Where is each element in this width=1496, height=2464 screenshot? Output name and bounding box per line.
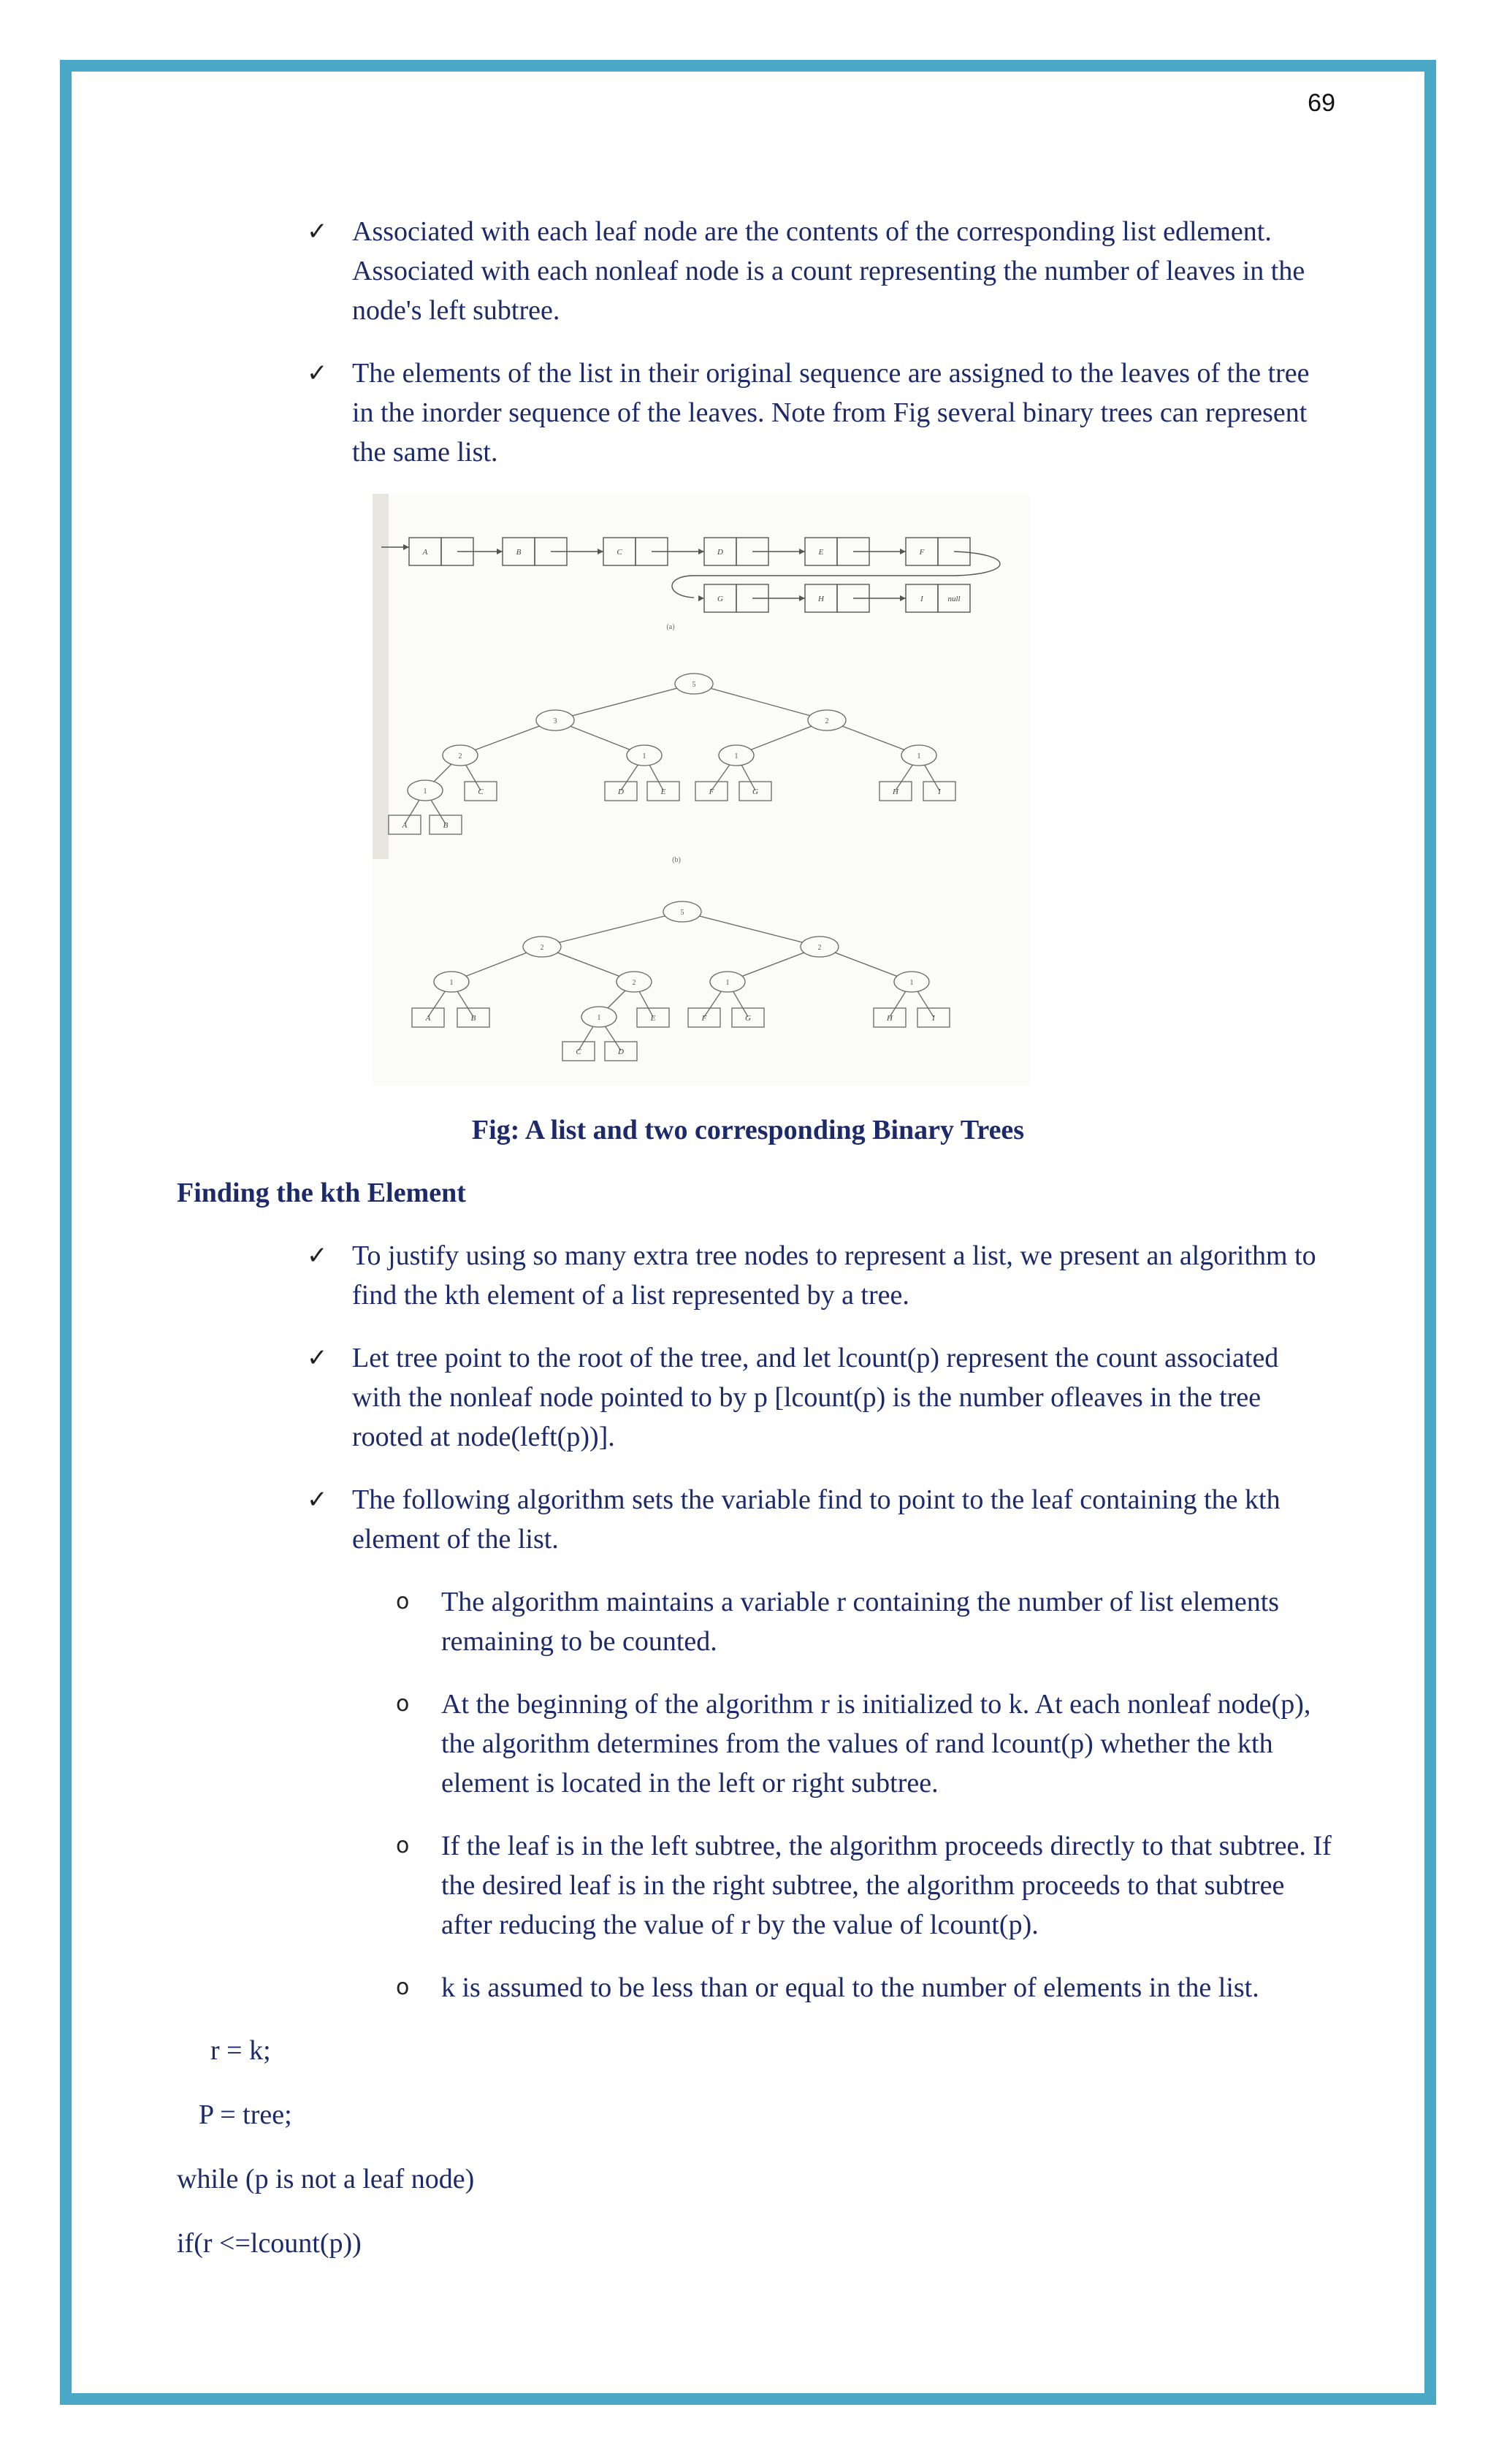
bullet-text: Associated with each leaf node are the contents of the corresponding list edlement. Associated with each nonleaf node is a count representing the number of leaves in the node's left subtree. (352, 216, 1305, 326)
tree-b-leaf: E (660, 787, 666, 796)
tree-c-leaf: A (425, 1014, 431, 1023)
tree-b-count: 1 (734, 752, 739, 760)
list-node-g: G (717, 595, 723, 603)
checkmark-icon: ✓ (307, 1241, 328, 1270)
tree-c-leaf: G (745, 1014, 751, 1023)
tree-c-leaf: F (701, 1014, 707, 1023)
sub-bullet-text: If the leaf is in the left subtree, the algorithm proceeds directly to that subtree. If the desired leaf is in the right subtree, the algorithm proceeds to that subtree after reducing the value of r by the value of lcount(p). (441, 1831, 1332, 1940)
hollow-bullet-icon: o (396, 1691, 410, 1717)
tree-b-leaf: G (752, 787, 758, 796)
bullet-text: To justify using so many extra tree nodes to represent a list, we present an algorithm to find the kth element of a list represented by a tree. (352, 1240, 1316, 1311)
code-line: r = k; (210, 2035, 271, 2066)
code-line: if(r <=lcount(p)) (177, 2228, 362, 2259)
checkmark-icon: ✓ (307, 217, 328, 246)
tree-b-count: 3 (553, 717, 557, 725)
figure-label-a: (a) (666, 623, 675, 631)
hollow-bullet-icon: o (396, 1589, 410, 1614)
list-node-a: A (422, 548, 428, 557)
tree-b-count: 2 (825, 717, 829, 725)
checkmark-icon: ✓ (307, 1485, 328, 1514)
tree-c-leaf: I (932, 1014, 935, 1023)
list-node-c: C (617, 548, 622, 557)
checkmark-icon: ✓ (307, 1343, 328, 1373)
list-node-h: H (818, 595, 824, 603)
tree-b-leaf: I (938, 787, 941, 796)
tree-c-count: 1 (909, 979, 914, 987)
tree-b-count-root: 5 (692, 681, 696, 689)
bullet-text: The elements of the list in their original sequence are assigned to the leaves of the tree in the inorder sequence of the leaves. Note from Fig several binary trees can represent the same list. (352, 358, 1310, 468)
tree-c-leaf: B (470, 1014, 476, 1023)
code-line: while (p is not a leaf node) (177, 2164, 475, 2194)
tree-b-count: 1 (917, 752, 921, 760)
hollow-bullet-icon: o (396, 1975, 410, 2000)
checkmark-icon: ✓ (307, 359, 328, 388)
code-line: P = tree; (199, 2099, 292, 2130)
sub-bullet-text: k is assumed to be less than or equal to the number of elements in the list. (441, 1972, 1259, 2003)
section-heading: Finding the kth Element (177, 1178, 466, 1208)
tree-b-leaf: F (709, 787, 714, 796)
list-node-i: I (920, 595, 923, 603)
tree-b-leaf: B (443, 821, 449, 830)
list-node-d: D (717, 548, 723, 557)
list-node-f: F (919, 548, 925, 557)
figure-drawing (373, 494, 1030, 1086)
tree-c-leaf: H (887, 1014, 893, 1023)
tree-b-leaf: D (618, 787, 624, 796)
tree-b-leaf: A (402, 821, 408, 830)
hollow-bullet-icon: o (396, 1833, 410, 1858)
bullet-text: The following algorithm sets the variable find to point to the leaf containing the kth element of the list. (352, 1484, 1281, 1555)
sub-bullet-text: The algorithm maintains a variable r containing the number of list elements remaining to be counted. (441, 1587, 1280, 1657)
tree-c-count: 2 (817, 944, 822, 952)
tree-c-leaf: D (618, 1048, 624, 1056)
sub-bullet-text: At the beginning of the algorithm r is initialized to k. At each nonleaf node(p), the algorithm determines from the values of rand lcount(p) whether the kth element is located in the left or right subtree. (441, 1689, 1311, 1799)
tree-b-count: 2 (458, 752, 462, 760)
list-node-b: B (516, 548, 522, 557)
bullet-text: Let tree point to the root of the tree, and let lcount(p) represent the count associated with the nonleaf node pointed to by p [lcount(p) is the number ofleaves in the tree rooted at node(left(p))]. (352, 1343, 1279, 1452)
tree-b-leaf: H (893, 787, 898, 796)
tree-b-count: 1 (423, 787, 427, 796)
tree-c-count: 2 (540, 944, 544, 952)
tree-b-leaf: C (478, 787, 484, 796)
tree-c-count-root: 5 (680, 909, 684, 917)
tree-c-count: 1 (597, 1014, 601, 1022)
figure-caption: Fig: A list and two corresponding Binary Trees (471, 1115, 1025, 1145)
tree-c-leaf: C (576, 1048, 581, 1056)
tree-b-count: 1 (642, 752, 646, 760)
list-null: null (947, 595, 961, 603)
tree-c-count: 1 (449, 979, 454, 987)
figure-label-b: (b) (672, 856, 681, 864)
tree-c-leaf: E (650, 1014, 656, 1023)
binary-tree-figure (373, 494, 1030, 1086)
tree-c-count: 1 (725, 979, 730, 987)
page-number: 69 (1308, 89, 1335, 117)
list-node-e: E (818, 548, 824, 557)
tree-c-count: 2 (632, 979, 636, 987)
